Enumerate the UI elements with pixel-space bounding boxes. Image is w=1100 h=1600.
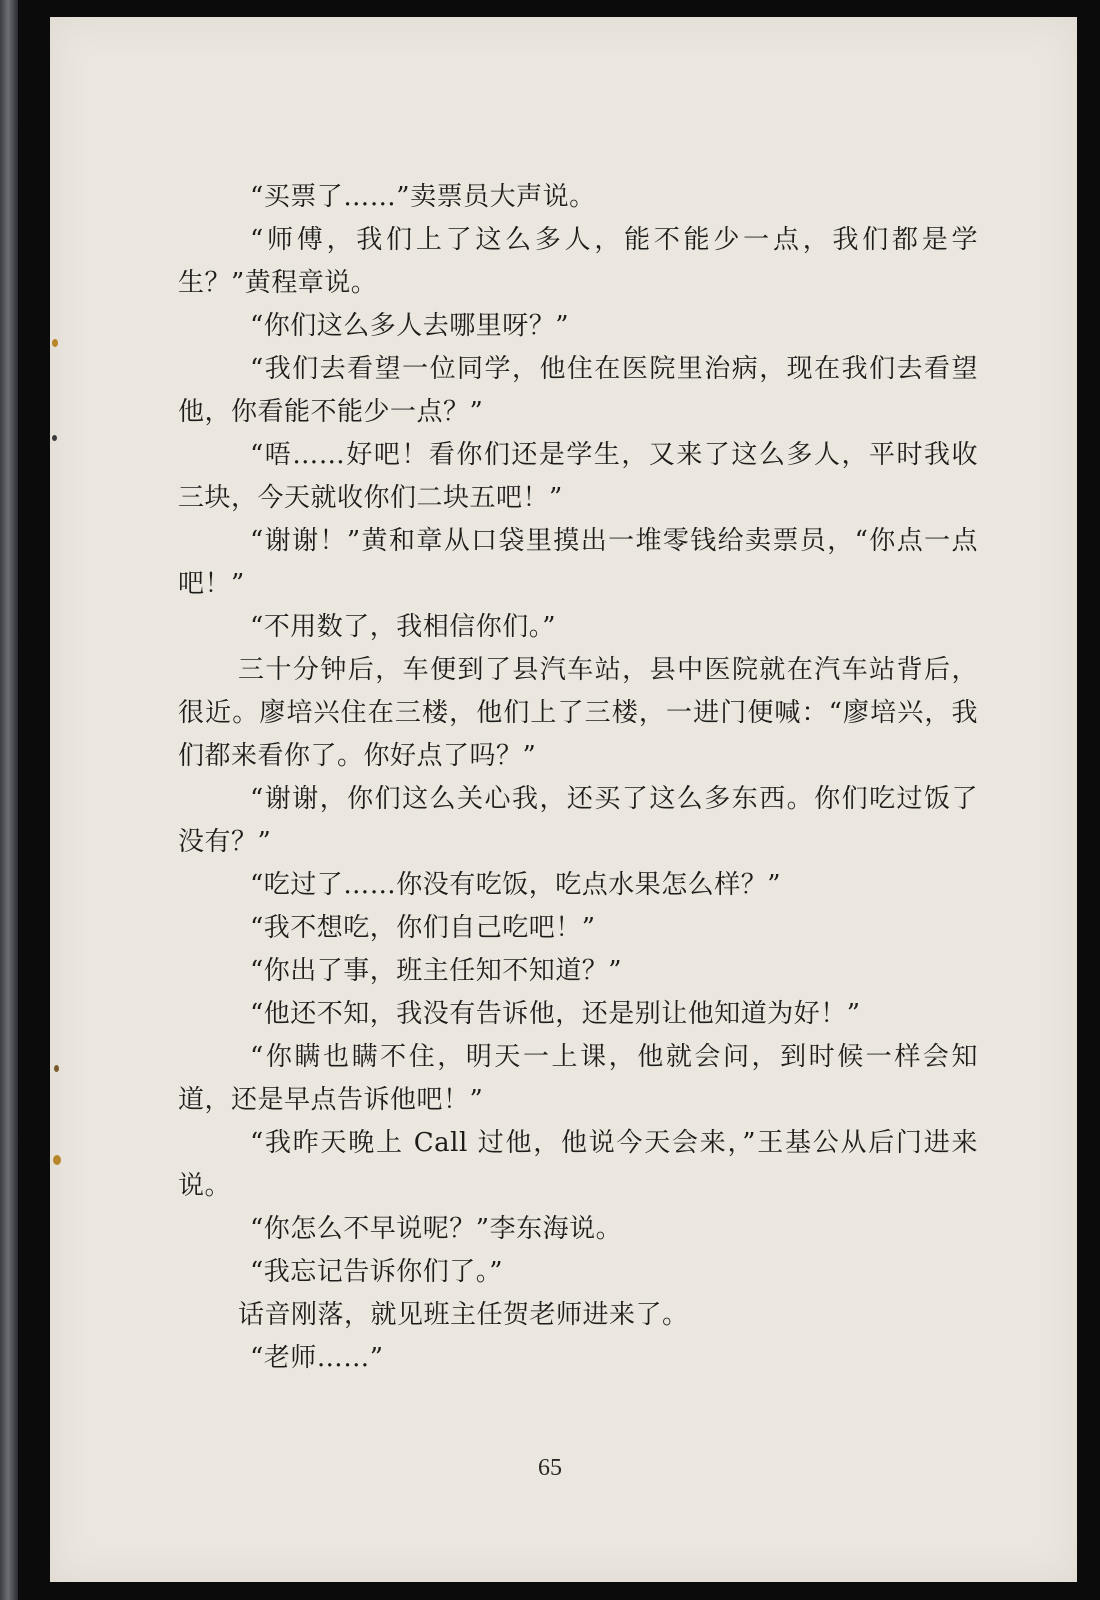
paragraph: “我昨天晚上 Call 过他，他说今天会来，”王基公从后门进来说。 <box>178 1128 978 1201</box>
paragraph: “你瞒也瞒不住，明天一上课，他就会问，到时候一样会知道，还是早点告诉他吧！” <box>178 1042 978 1115</box>
paragraph: “你出了事，班主任知不知道？” <box>250 956 623 986</box>
paragraph: “谢谢！”黄和章从口袋里摸出一堆零钱给卖票员，“你点一点吧！” <box>178 526 978 599</box>
paragraph: “你们这么多人去哪里呀？” <box>250 311 570 341</box>
paragraph: “老师……” <box>250 1343 384 1373</box>
paragraph: 三十分钟后，车便到了县汽车站，县中医院就在汽车站背后，很近。廖培兴住在三楼，他们上了三楼，一进门便喊：“廖培兴，我们都来看你了。你好点了吗？” <box>178 655 978 771</box>
paragraph: “我们去看望一位同学，他住在医院里治病，现在我们去看望他，你看能不能少一点？” <box>178 354 978 427</box>
paragraph: “谢谢，你们这么关心我，还买了这么多东西。你们吃过饭了没有？” <box>178 784 978 857</box>
paragraph: “我不想吃，你们自己吃吧！” <box>250 913 596 943</box>
paragraph: “我忘记告诉你们了。” <box>250 1257 504 1287</box>
binding-hole-mark <box>54 1065 59 1072</box>
paragraph: “你怎么不早说呢？”李东海说。 <box>250 1214 623 1244</box>
binding-edge <box>0 0 18 1600</box>
paragraph: “师傅，我们上了这么多人，能不能少一点，我们都是学生？”黄程章说。 <box>178 225 978 298</box>
body-text <box>178 176 978 1380</box>
binding-hole-mark <box>52 435 57 441</box>
binding-hole-mark <box>52 339 58 347</box>
paragraph: “吃过了……你没有吃饭，吃点水果怎么样？” <box>250 870 782 900</box>
binding-hole-mark <box>53 1155 61 1165</box>
paragraph: “不用数了，我相信你们。” <box>250 612 557 642</box>
paragraph: “他还不知，我没有告诉他，还是别让他知道为好！” <box>250 999 861 1029</box>
page-number: 65 <box>538 1455 562 1481</box>
paragraph: “买票了……”卖票员大声说。 <box>250 182 596 212</box>
paragraph: 话音刚落，就见班主任贺老师进来了。 <box>238 1300 689 1330</box>
paragraph: “唔……好吧！看你们还是学生，又来了这么多人，平时我收三块，今天就收你们二块五吧！” <box>178 440 978 513</box>
